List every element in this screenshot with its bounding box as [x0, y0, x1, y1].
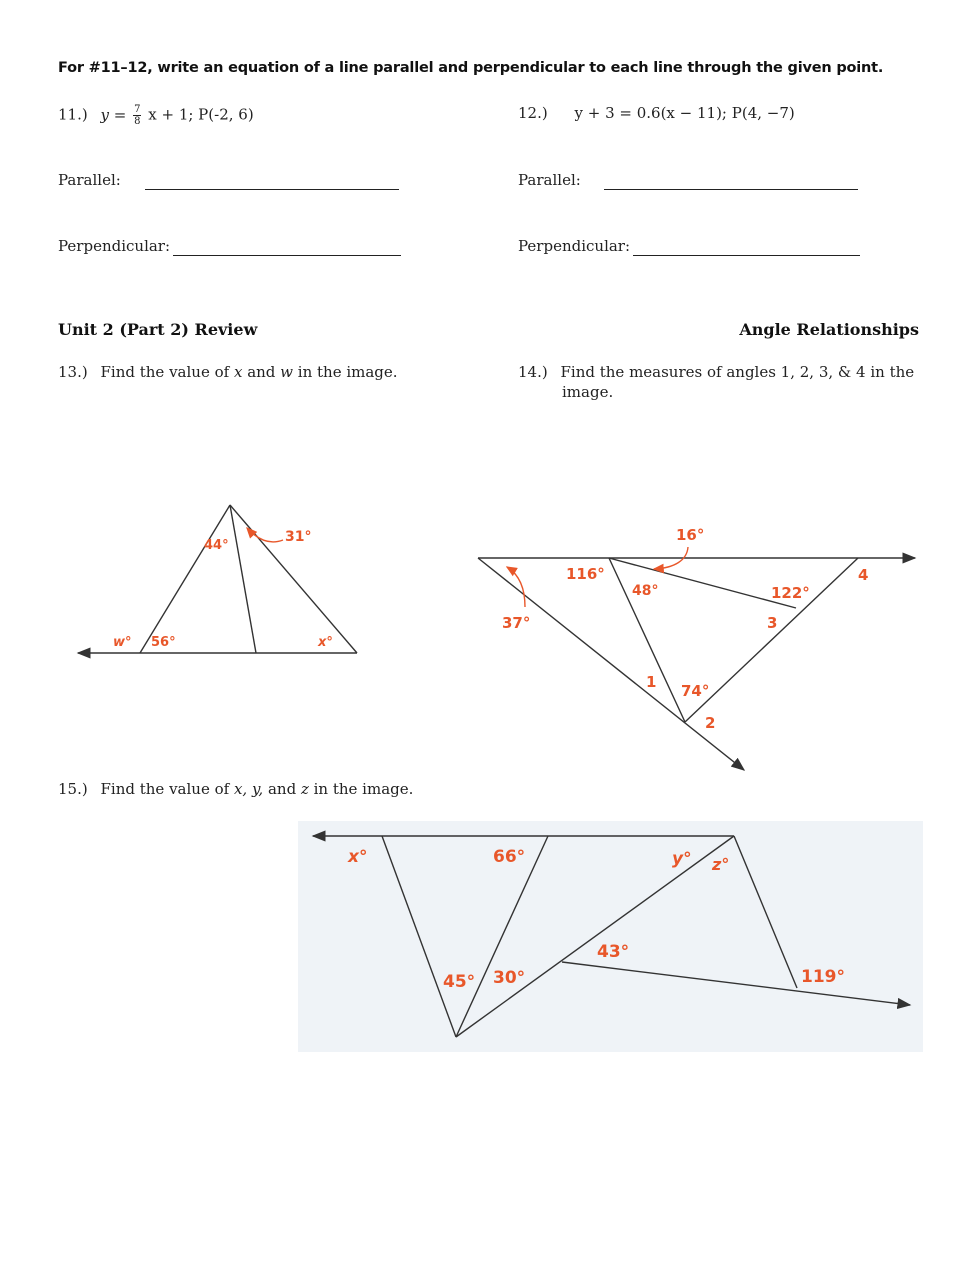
- section-topic: Angle Relationships: [739, 320, 919, 339]
- q14-line2: image.: [562, 383, 614, 401]
- question-11: [58, 104, 254, 127]
- q14-number: 14.): [518, 363, 548, 381]
- fig13-left-side: [140, 505, 230, 653]
- q11-number: 11.): [58, 105, 88, 124]
- q11-perpendicular-row: [58, 237, 170, 255]
- q12-perpendicular-blank[interactable]: [633, 254, 860, 256]
- figure-13: [70, 495, 370, 665]
- q11-lhs: y =: [100, 105, 127, 124]
- q11-perpendicular-blank[interactable]: [173, 254, 401, 256]
- fig14-angle-37-arrow: [507, 567, 525, 607]
- q12-number: 12.): [518, 104, 548, 122]
- q11-parallel-row: [58, 171, 121, 189]
- q12-parallel-row: [518, 171, 581, 189]
- q14-line1: Find the measures of angles 1, 2, 3, & 4 in the: [560, 363, 915, 381]
- q12-perpendicular-label: Perpendicular:: [518, 237, 631, 255]
- q13-text-post: in the image.: [293, 363, 398, 381]
- fig15-background: [298, 821, 923, 1052]
- section-title: Unit 2 (Part 2) Review: [58, 320, 258, 339]
- fig15-angle-z: z°: [712, 855, 730, 874]
- q15-number: 15.): [58, 780, 88, 798]
- q12-equation: y + 3 = 0.6(x − 11); P(4, −7): [574, 104, 795, 122]
- q12-perpendicular-row: [518, 237, 630, 255]
- fig15-angle-66: 66°: [493, 847, 526, 867]
- q15-var-z: z: [300, 780, 309, 798]
- q11-frac-den: 8: [134, 116, 141, 127]
- q11-rhs: x + 1; P(-2, 6): [148, 105, 254, 124]
- fig13-angle-w: w°: [113, 635, 132, 650]
- q13-var-w: w: [280, 363, 294, 381]
- fig14-angle-2: 2: [705, 714, 716, 732]
- fig13-right-side: [230, 505, 357, 653]
- fig14-angle-116: 116°: [566, 565, 605, 583]
- question-12: [518, 104, 795, 122]
- fig13-angle-56: 56°: [151, 635, 176, 650]
- q11-fraction: [133, 104, 141, 127]
- question-13: [58, 363, 398, 381]
- fig14-long-diagonal: [478, 558, 744, 770]
- fig13-angle-x: x°: [318, 635, 333, 650]
- fig15-angle-45: 45°: [443, 972, 476, 992]
- fig14-angle-122: 122°: [771, 584, 810, 602]
- q13-var-x: x: [233, 363, 243, 381]
- fig14-angle-37: 37°: [502, 614, 531, 632]
- q12-parallel-blank[interactable]: [604, 188, 858, 190]
- fig14-angle-1: 1: [646, 673, 657, 691]
- q11-parallel-label: Parallel:: [58, 171, 121, 189]
- fig14-right-side: [685, 558, 858, 722]
- q11-frac-num: 7: [134, 104, 141, 115]
- q13-text-pre: Find the value of: [100, 363, 234, 381]
- instructions: For #11–12, write an equation of a line parallel and perpendicular to each line through the given point.: [58, 60, 884, 76]
- fig14-angle-74: 74°: [681, 682, 710, 700]
- fig15-angle-y: y°: [672, 849, 692, 869]
- fig14-angle-48: 48°: [632, 583, 659, 599]
- fig14-angle-16: 16°: [676, 526, 705, 544]
- q13-number: 13.): [58, 363, 88, 381]
- q11-perpendicular-label: Perpendicular:: [58, 237, 171, 255]
- fig13-angle-44: 44°: [204, 538, 229, 553]
- figure-15: [298, 821, 923, 1052]
- q12-parallel-label: Parallel:: [518, 171, 581, 189]
- question-14: [518, 363, 914, 381]
- q15-text-pre: Find the value of: [100, 780, 234, 798]
- question-15: [58, 780, 413, 798]
- q15-text-post: in the image.: [308, 780, 414, 798]
- q15-vars-xy: x, y,: [233, 780, 264, 798]
- fig13-cevian: [230, 505, 256, 653]
- fig15-angle-30: 30°: [493, 968, 526, 988]
- q11-parallel-blank[interactable]: [145, 188, 399, 190]
- q15-text-mid: and: [263, 780, 301, 798]
- fig14-angle-3: 3: [767, 614, 778, 632]
- fig15-angle-43: 43°: [597, 942, 630, 962]
- fig15-angle-x: x°: [348, 847, 368, 867]
- q13-text-mid: and: [242, 363, 281, 381]
- figure-14: [470, 515, 925, 775]
- fig15-angle-119: 119°: [801, 967, 845, 987]
- fig14-angle-4: 4: [858, 566, 869, 584]
- fig13-angle-31: 31°: [285, 529, 312, 545]
